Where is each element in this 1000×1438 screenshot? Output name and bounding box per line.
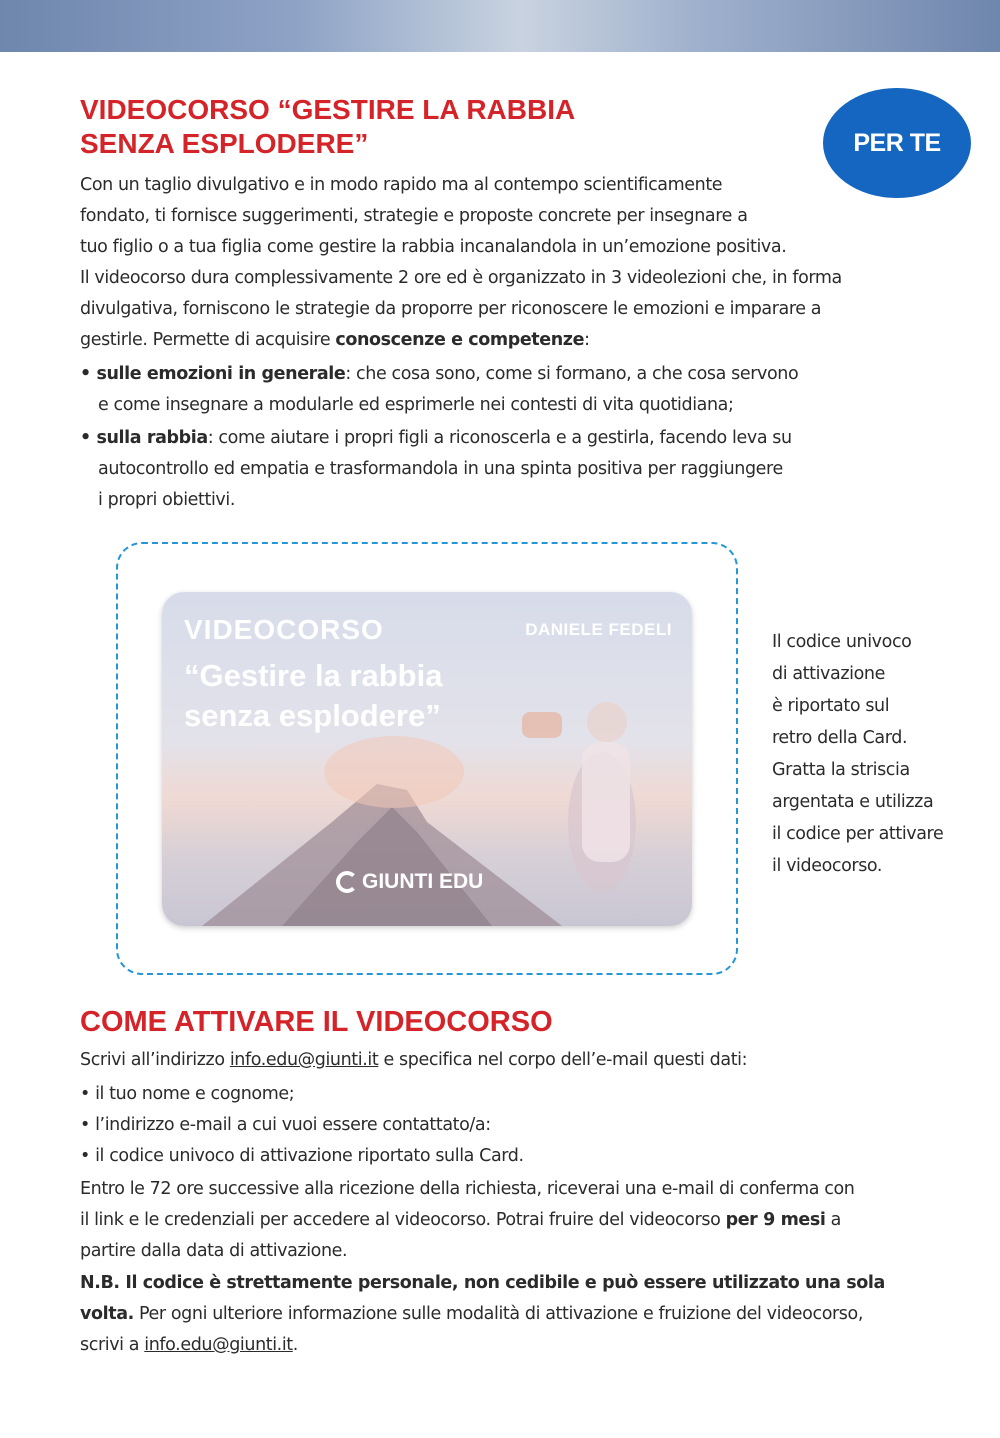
email-link[interactable]: info.edu@giunti.it [144, 1335, 293, 1355]
bullet-emozioni: • sulle emozioni in generale: che cosa sono, come si formano, a che cosa servono [80, 364, 799, 384]
side-note-line: Gratta la striscia [772, 760, 910, 780]
intro-line: tuo figlio o a tua figlia come gestire la rabbia incanalandola in un’emozione positiva. [80, 237, 787, 257]
intro-line: Il videocorso dura complessivamente 2 ore ed è organizzato in 3 videolezioni che, in forma [80, 268, 842, 288]
section-title-videocorso: VIDEOCORSO “GESTIRE LA RABBIA SENZA ESPLODERE” [80, 94, 576, 159]
nb-line: volta. Per ogni ulteriore informazione sulle modalità di attivazione e fruizione del videocorso, [80, 1304, 863, 1324]
card-title-videocorso: VIDEOCORSO [184, 614, 384, 645]
email-link[interactable]: info.edu@giunti.it [229, 1050, 379, 1070]
per-te-badge: PER TE [823, 88, 971, 198]
confirm-line: il link e le credenziali per accedere al videocorso. Potrai fruire del videocorso per 9 mesi a [80, 1210, 841, 1230]
confirm-line: partire dalla data di attivazione. [80, 1241, 348, 1261]
side-note-line: di attivazione [772, 664, 885, 684]
side-note-line: Il codice univoco [772, 632, 912, 652]
card-author: DANIELE FEDELI [525, 620, 672, 639]
side-note-line: argentata e utilizza [772, 792, 934, 812]
side-note-line: il videocorso. [772, 856, 883, 876]
acquire-line: gestirle. Permette di acquisire conoscenze e competenze: [80, 330, 590, 350]
header-band [0, 0, 1000, 52]
intro-line: fondato, ti fornisce suggerimenti, strategie e proposte concrete per insegnare a [80, 206, 748, 226]
nb-line: N.B. Il codice è strettamente personale, non cedibile e può essere utilizzato una sola [80, 1273, 885, 1293]
card-title-line: senza esplodere” [184, 698, 441, 733]
giunti-edu-logo: GIUNTI EDU [336, 870, 483, 894]
write-to-line: Scrivi all’indirizzo info.edu@giunti.it e specifica nel corpo dell’e-mail questi dati: [80, 1050, 748, 1070]
section-title-come-attivare: COME ATTIVARE IL VIDEOCORSO [80, 1006, 553, 1038]
item-codice: • il codice univoco di attivazione riportato sulla Card. [80, 1146, 524, 1166]
last-line: scrivi a info.edu@giunti.it. [80, 1335, 298, 1355]
side-note-line: è riportato sul [772, 696, 890, 716]
bullet-emozioni-cont: e come insegnare a modularle ed esprimerle nei contesti di vita quotidiana; [98, 395, 734, 415]
card-title-line: “Gestire la rabbia [184, 658, 443, 693]
bullet-rabbia: • sulla rabbia: come aiutare i propri figli a riconoscerla e a gestirla, facendo leva su [80, 428, 792, 448]
intro-line: divulgativa, forniscono le strategie da proporre per riconoscere le emozioni e imparare a [80, 299, 822, 319]
side-note-line: il codice per attivare [772, 824, 944, 844]
giunti-logo-icon [336, 871, 358, 893]
intro-line: Con un taglio divulgativo e in modo rapido ma al contempo scientificamente [80, 175, 723, 195]
side-note-line: retro della Card. [772, 728, 908, 748]
bullet-rabbia-cont: i propri obiettivi. [98, 490, 235, 510]
bullet-rabbia-cont: autocontrollo ed empatia e trasformandola in una spinta positiva per raggiungere [98, 459, 783, 479]
item-nome: • il tuo nome e cognome; [80, 1084, 295, 1104]
item-email: • l’indirizzo e-mail a cui vuoi essere contattato/a: [80, 1115, 491, 1135]
confirm-line: Entro le 72 ore successive alla ricezione della richiesta, riceverai una e-mail di conferma con [80, 1179, 855, 1199]
videocorso-card [162, 592, 692, 926]
